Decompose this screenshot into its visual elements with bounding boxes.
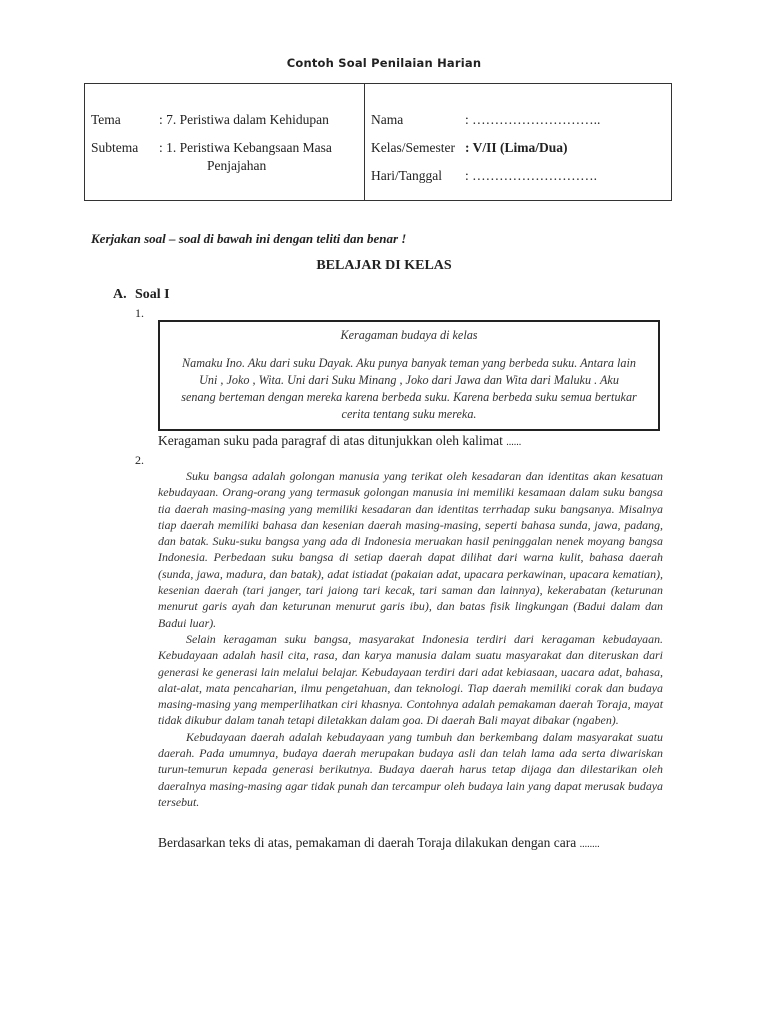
question-1-text-box: [158, 320, 660, 431]
question-1-prompt-row: [158, 433, 521, 449]
tema-value: : 7. Peristiwa dalam Kehidupan: [159, 112, 329, 127]
section-title: BELAJAR DI KELAS: [316, 258, 452, 273]
question-2-answer-blank: ........: [579, 839, 600, 850]
question-2-prompt: Berdasarkan teks di atas, pemakaman di daerah Toraja dilakukan dengan cara: [158, 835, 577, 850]
question-2-passage: [158, 468, 663, 810]
subtema-value-line2: Penjajahan: [207, 158, 267, 173]
nama-value: : ………………………..: [465, 112, 601, 127]
passage-paragraph: Selain keragaman suku bangsa, masyarakat Indonesia terdiri dari keragaman kebudayaan. Kebudayaan adalah hasil cita, rasa, dan karya manusia dalam suatu masyarakat dan diteruskan dari generasi ke generasi lain melalui belajar. Kebudayaan terdiri dari adat kebiasaan, uacara adat, bahasa, alat-alat, mata pencaharian, ilmu pengetahuan, dan teknologi. Tiap daerah memiliki corak dan budaya masing-masing yang memperlihatkan ciri khasnya. Contohnya adalah pemakaman daerah Toraja, mayat tidak dikubur dalam tanah tetapi diletakkan dalam goa. Di daerah Bali mayat dibakar (ngaben).: [158, 631, 663, 728]
subtema-label: Subtema: [91, 140, 139, 155]
document-title: Contoh Soal Penilaian Harian: [286, 56, 482, 70]
box-line: Namaku Ino. Aku dari suku Dayak. Aku punya banyak teman yang berbeda suku. Antara lain: [182, 356, 636, 370]
subsection-heading: [113, 287, 170, 303]
kelas-label: Kelas/Semester: [371, 140, 455, 155]
tema-label: Tema: [91, 112, 121, 127]
box-line: senang berteman dengan mereka karena berbeda suku. Karena berbeda suku semua bertukar: [181, 390, 637, 404]
question-2-prompt-row: [158, 835, 600, 851]
header-right-cell: [365, 84, 671, 200]
header-left-cell: [85, 84, 365, 200]
subsection-label: Soal I: [135, 287, 170, 302]
passage-paragraph: Kebudayaan daerah adalah kebudayaan yang tumbuh dan berkembang dalam masyarakat suatu daerah. Pada umumnya, budaya daerah merupakan budaya asli dan telah lama ada serta diwariskan turun-temurun kepada generasi berikutnya. Budaya daerah harus tetap dijaga dan dilestarikan oleh daeralnya masing-masing agar tidak punah dan tercampur oleh budaya lain yang dapat merusak budaya tersebut.: [158, 729, 663, 809]
passage-paragraph: Suku bangsa adalah golongan manusia yang terikat oleh kesadaran dan identitas akan kesatuan kebudayaan. Orang-orang yang termasuk golongan manusia ini memiliki kesamaan dalam suku bangsa tia daerah masing-masing yang memiliki kesadaran dan identitas terrhadap suku bangsanya. Misalnya tiap daerah memiliki bahasa dan kesenian daerah masing-masing, seperti bahasa sunda, jawa, padang, dan batak. Suku-suku bangsa yang ada di Indonesia meruakan hasil peninggalan nenek moyang bangsa Indonesia. Perbedaan suku bangsa di setiap daerah dapat dilihat dari warna kulit, bahasa daerah (sunda, jawa, madura, dan batak), adat istiadat (pakaian adat, upacara perkawinan, upacara kematian), kesenian daerah (tari janger, tari jaiong tari kecak, tari saman dan lainnya), kekerabatan (keturunan menurut garis ayah dan keturunan menurut garis ibu), dan batas fisik lingkungan (Badui dalam dan Badui luar).: [158, 469, 663, 630]
question-2-number: 2.: [135, 453, 144, 467]
instruction-text: Kerjakan soal – soal di bawah ini dengan teliti dan benar !: [91, 231, 407, 246]
nama-label: Nama: [371, 112, 404, 127]
question-1-prompt: Keragaman suku pada paragraf di atas ditunjukkan oleh kalimat: [158, 433, 503, 448]
kelas-value: : V/II (Lima/Dua): [465, 140, 568, 155]
header-table: [84, 83, 672, 201]
box-title: Keragaman budaya di kelas: [340, 328, 478, 342]
question-1-answer-blank: ......: [506, 437, 522, 448]
box-line: cerita tentang suku mereka.: [341, 407, 477, 421]
subtema-value-line1: : 1. Peristiwa Kebangsaan Masa: [159, 140, 332, 155]
box-body: [164, 355, 654, 423]
question-1-number: 1.: [135, 306, 144, 320]
hari-value: : ……………………….: [465, 168, 598, 183]
hari-label: Hari/Tanggal: [371, 168, 443, 183]
subsection-letter: A.: [113, 287, 127, 302]
box-line: Uni , Joko , Wita. Uni dari Suku Minang , Joko dari Jawa dan Wita dari Maluku . Aku: [199, 373, 619, 387]
